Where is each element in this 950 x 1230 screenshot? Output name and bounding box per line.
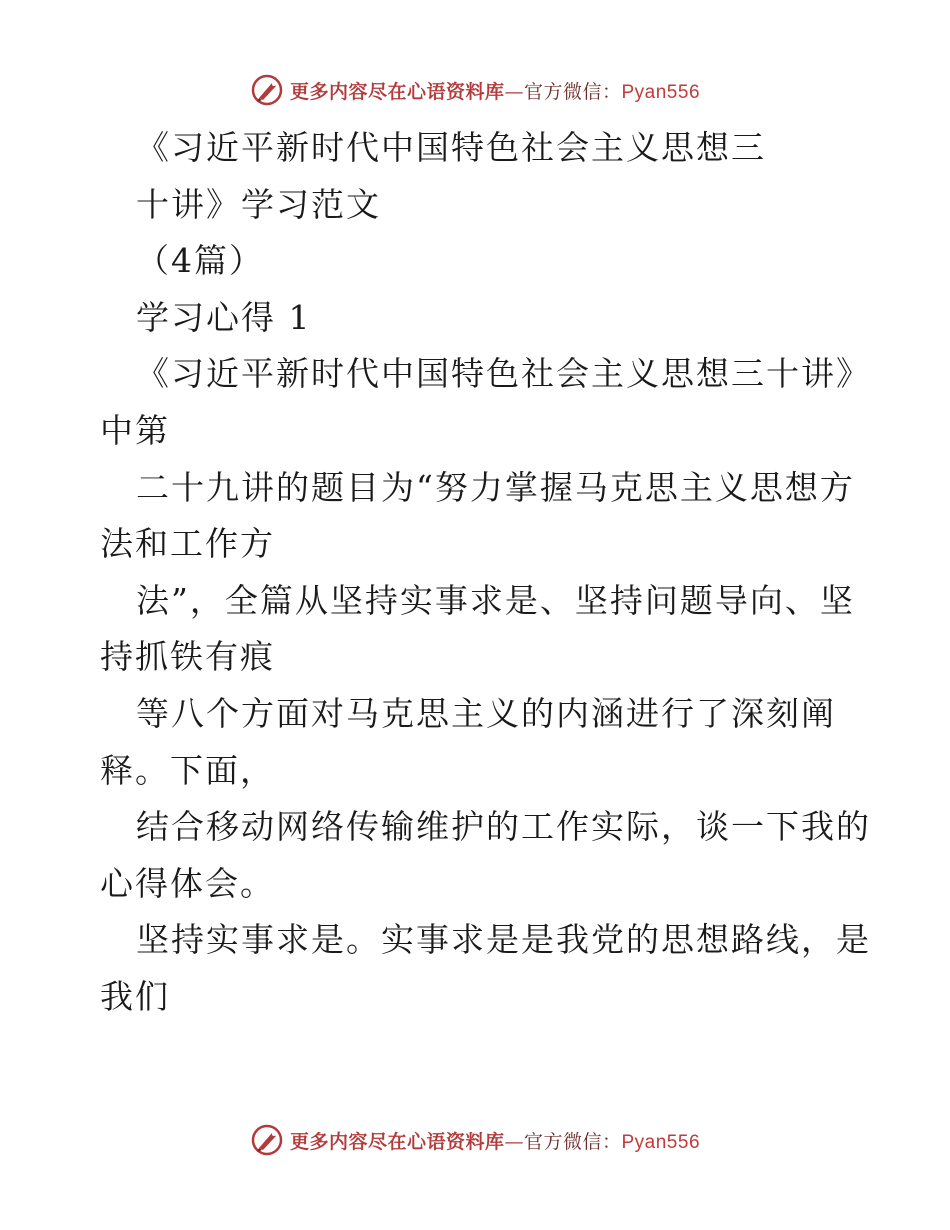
text-line: 《习近平新时代中国特色社会主义思想三十讲》	[136, 354, 871, 394]
text-line: 等八个方面对马克思主义的内涵进行了深刻阐	[136, 693, 836, 733]
text-line: 持抓铁有痕	[100, 637, 275, 677]
watermark-site-text: 更多内容尽在心语资料库	[289, 1130, 505, 1153]
watermark-wechat-label: 官方微信：	[523, 1130, 622, 1153]
watermark-wechat-id: Pyan556	[621, 1131, 701, 1153]
pen-logo-icon	[250, 73, 284, 107]
watermark-footer	[0, 1120, 950, 1160]
text-line: 学习心得 1	[136, 297, 312, 337]
text-line: 《习近平新时代中国特色社会主义思想三	[136, 128, 766, 167]
text-line: 我们	[100, 976, 170, 1016]
pen-logo-icon	[250, 1123, 284, 1157]
watermark-dash: —	[504, 1130, 524, 1153]
watermark-wechat-label: 官方微信：	[523, 80, 622, 103]
watermark-site-text: 更多内容尽在心语资料库	[289, 80, 505, 103]
text-line: 释。下面，	[100, 750, 275, 790]
text-line: 结合移动网络传输维护的工作实际，谈一下我的	[136, 807, 871, 847]
watermark-text	[290, 1127, 700, 1154]
document-body	[100, 120, 871, 1026]
text-line: 坚持实事求是。实事求是是我党的思想路线，是	[136, 920, 871, 960]
watermark-text	[290, 77, 700, 104]
watermark-dash: —	[504, 80, 524, 103]
watermark-header	[0, 70, 950, 110]
watermark-wechat-id: Pyan556	[621, 81, 701, 103]
text-line: （4篇）	[136, 241, 264, 281]
text-line: 法和工作方	[100, 524, 275, 564]
text-line: 心得体会。	[100, 863, 275, 903]
text-line: 法”，全篇从坚持实事求是、坚持问题导向、坚	[136, 580, 855, 620]
text-line: 十讲》学习范文	[136, 184, 381, 224]
text-line: 二十九讲的题目为“努力掌握马克思主义思想方	[136, 467, 855, 507]
text-line: 中第	[100, 410, 170, 450]
